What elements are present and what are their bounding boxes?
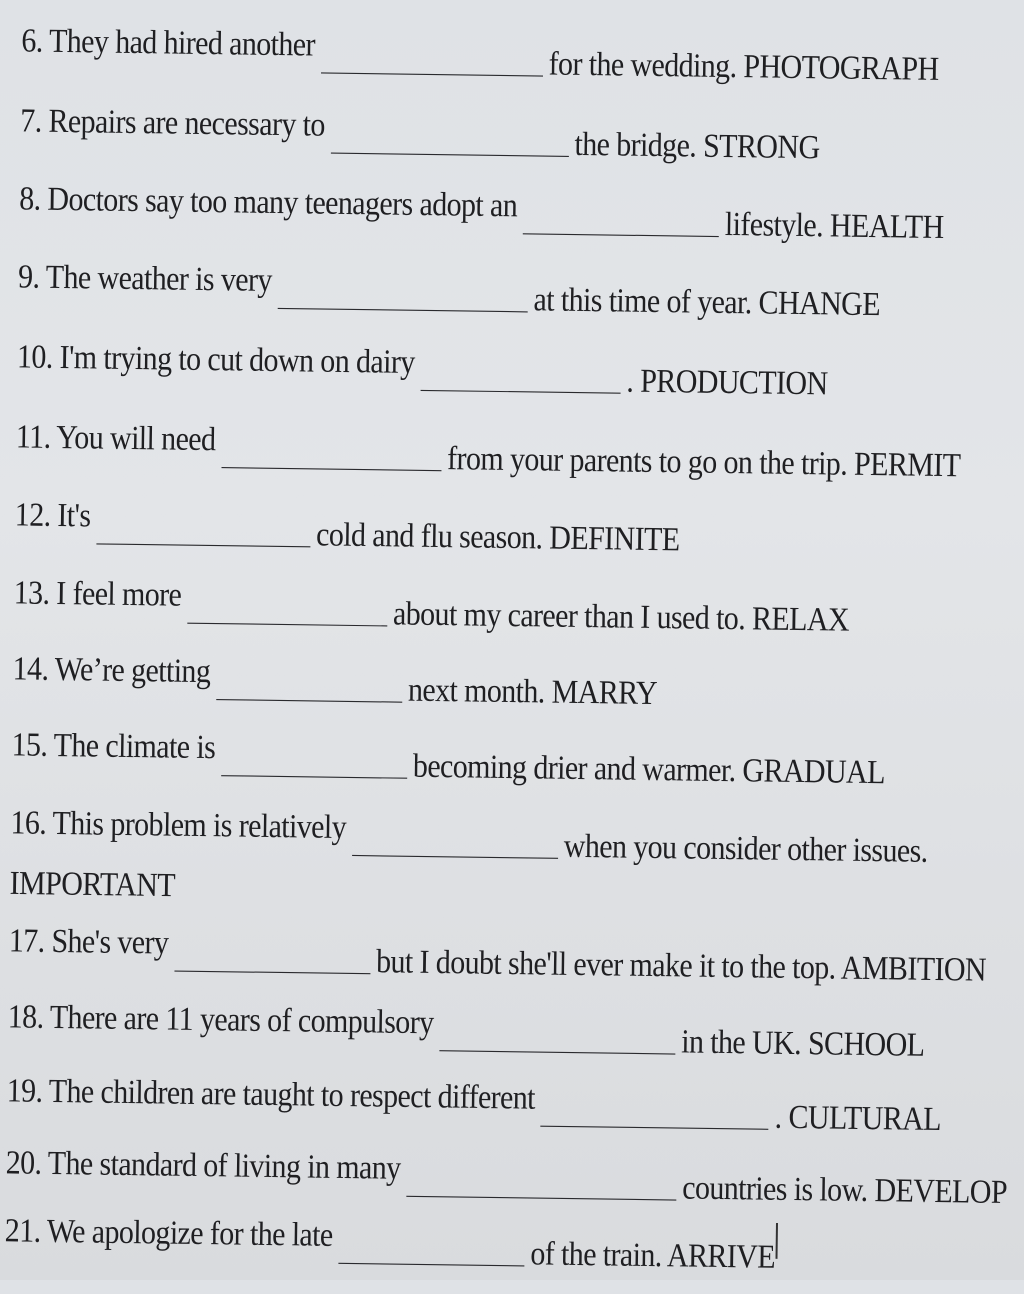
item-text: 18. There are 11 years of compulsory bbox=[7, 998, 434, 1042]
exercise-item-7 bbox=[20, 102, 1006, 170]
exercise-item-15 bbox=[11, 726, 997, 794]
exercise-item-14 bbox=[12, 650, 998, 718]
item-text: 11. You will need bbox=[15, 418, 216, 459]
item-text: 17. She's very bbox=[8, 922, 169, 962]
answer-blank bbox=[321, 48, 543, 77]
answer-blank bbox=[439, 1026, 675, 1055]
exercise-item-20 bbox=[5, 1144, 1008, 1212]
answer-blank bbox=[352, 830, 558, 859]
item-continuation: becoming drier and warmer. GRADUAL bbox=[412, 747, 886, 792]
item-continuation: from your parents to go on the trip. PERMIT bbox=[446, 439, 961, 485]
exercise-item-13 bbox=[13, 574, 999, 642]
exercise-item-9 bbox=[18, 258, 1004, 326]
exercise-item-16 bbox=[9, 804, 995, 916]
answer-blank bbox=[420, 365, 620, 394]
exercise-item-18 bbox=[7, 998, 993, 1066]
item-continuation: the bridge. STRONG bbox=[574, 125, 820, 167]
answer-blank bbox=[187, 598, 387, 627]
item-text: 14. We’re getting bbox=[12, 650, 211, 690]
item-continuation: . CULTURAL bbox=[774, 1098, 942, 1138]
item-text: 15. The climate is bbox=[11, 726, 216, 767]
item-text: 6. They had hired another bbox=[21, 22, 316, 64]
item-text: 20. The standard of living in many bbox=[5, 1144, 401, 1187]
item-continuation: countries is low. DEVELOP bbox=[682, 1169, 1008, 1211]
exercise-item-11 bbox=[15, 418, 1001, 486]
item-continuation: about my career than I used to. RELAX bbox=[392, 595, 850, 639]
item-text: 9. The weather is very bbox=[17, 258, 273, 299]
exercise-item-8 bbox=[19, 180, 1005, 248]
item-text: 13. I feel more bbox=[13, 574, 182, 614]
item-continuation: cold and flu season. DEFINITE bbox=[315, 516, 680, 559]
answer-blank bbox=[338, 1238, 524, 1266]
item-continuation: . PRODUCTION bbox=[626, 362, 828, 403]
exercise-item-6 bbox=[21, 22, 1007, 90]
answer-blank bbox=[523, 209, 719, 237]
item-text: 8. Doctors say too many teenagers adopt an bbox=[18, 180, 518, 225]
item-text: 10. I'm trying to cut down on dairy bbox=[16, 338, 415, 381]
exercise-item-12 bbox=[14, 496, 1000, 564]
item-continuation: next month. MARRY bbox=[407, 671, 658, 712]
text-cursor[interactable] bbox=[776, 1223, 779, 1259]
answer-blank bbox=[330, 128, 568, 157]
answer-blank bbox=[221, 750, 407, 778]
item-text: 16. This problem is relatively bbox=[10, 804, 347, 846]
item-text: 12. It's bbox=[14, 496, 91, 535]
answer-blank bbox=[277, 283, 527, 312]
answer-blank bbox=[406, 1171, 676, 1201]
exercise-item-10 bbox=[17, 338, 1003, 406]
item-continuation: for the wedding. PHOTOGRAPH bbox=[548, 45, 939, 88]
answer-blank bbox=[216, 674, 402, 702]
item-continuation: at this time of year. CHANGE bbox=[533, 281, 881, 323]
exercise-item-17 bbox=[8, 922, 994, 990]
item-continuation: but I doubt she'll ever make it to the top. AMBITION bbox=[375, 943, 987, 989]
item-continuation: when you consider other issues. bbox=[563, 827, 928, 870]
answer-blank bbox=[96, 519, 310, 548]
item-text: 21. We apologize for the late bbox=[4, 1212, 333, 1254]
exercise-item-19 bbox=[6, 1072, 992, 1140]
item-continuation: in the UK. SCHOOL bbox=[681, 1023, 925, 1064]
item-keyword-line: IMPORTANT bbox=[9, 864, 176, 904]
item-text: 7. Repairs are necessary to bbox=[20, 102, 326, 144]
item-text: 19. The children are taught to respect different bbox=[6, 1072, 536, 1117]
answer-blank bbox=[221, 442, 441, 471]
exercise-item-21 bbox=[4, 1212, 990, 1280]
answer-blank bbox=[541, 1101, 769, 1130]
item-continuation: of the train. ARRIVE bbox=[530, 1235, 776, 1276]
answer-blank bbox=[174, 946, 370, 974]
item-continuation: lifestyle. HEALTH bbox=[724, 205, 944, 246]
